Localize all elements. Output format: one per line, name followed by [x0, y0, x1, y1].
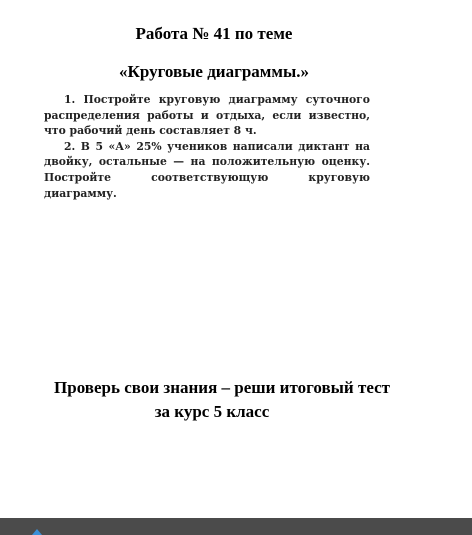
tasks-block [44, 92, 370, 201]
test-heading-line1: Проверь свои знания – реши итоговый тест [54, 378, 390, 397]
viewer-bottom-bar [0, 518, 472, 535]
task-1: 1. Постройте круговую диаграмму суточного распределения работы и отдыха, если известно, что рабочий день составляет 8 ч. [44, 93, 370, 138]
task-2: 2. В 5 «А» 25% учеников написали диктант на двойку, остальные — на положительную оценку. Постройте соответствующую круговую диаграмму. [44, 139, 370, 200]
topic-title: «Круговые диаграммы.» [119, 62, 309, 81]
page-title: Работа № 41 по теме [135, 24, 293, 43]
upload-arrow-icon[interactable] [32, 529, 42, 535]
test-heading-line2: за курс 5 класс [154, 402, 270, 421]
